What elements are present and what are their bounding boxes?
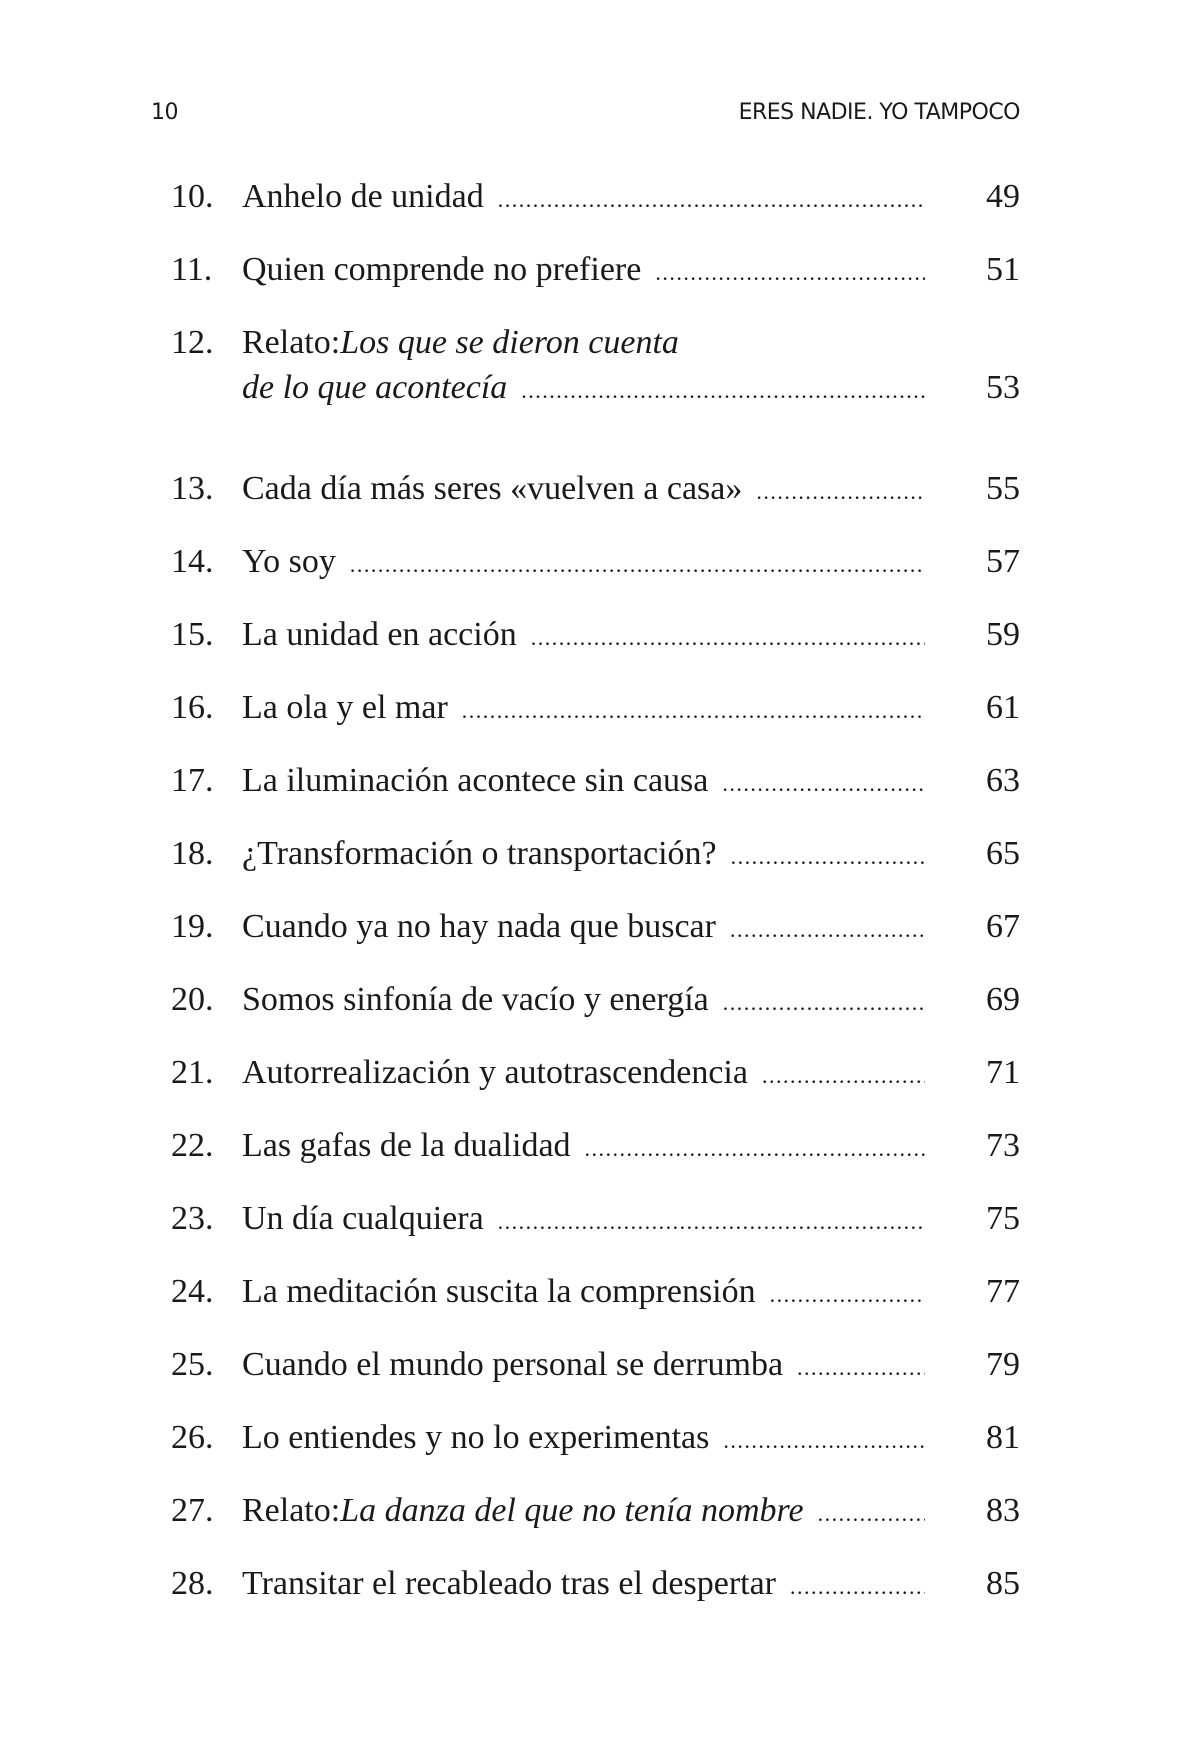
entry-number: 14.: [171, 543, 214, 580]
toc-entry: [0, 1127, 1200, 1200]
entry-title: La meditación suscita la comprensión: [242, 1273, 756, 1310]
entry-number: 16.: [171, 689, 214, 726]
entry-title-italic: Los que se dieron cuenta: [340, 324, 679, 361]
entry-page: 69: [986, 981, 1020, 1018]
dot-leader: [350, 552, 925, 578]
entry-page: 79: [986, 1346, 1020, 1383]
dot-leader: [818, 1501, 925, 1527]
dot-leader: [498, 187, 925, 213]
entry-page: 67: [986, 908, 1020, 945]
entry-title: Autorrealización y autotrascendencia: [242, 1054, 748, 1091]
toc-entry: [0, 981, 1200, 1054]
entry-page: 49: [986, 178, 1020, 215]
toc-entry: [0, 689, 1200, 762]
entry-number: 15.: [171, 616, 214, 653]
entry-page: 51: [986, 251, 1020, 288]
dot-leader: [723, 990, 925, 1016]
entry-page: 63: [986, 762, 1020, 799]
entry-number: 10.: [171, 178, 214, 215]
dot-leader: [521, 378, 925, 404]
entry-page: 55: [986, 470, 1020, 507]
dot-leader: [762, 1063, 925, 1089]
entry-page: 65: [986, 835, 1020, 872]
dot-leader: [756, 479, 925, 505]
entry-page: 85: [986, 1565, 1020, 1602]
toc-entry: [0, 1492, 1200, 1565]
dot-leader: [655, 260, 925, 286]
toc-entry: [0, 616, 1200, 689]
entry-number: 28.: [171, 1565, 214, 1602]
table-of-contents: [0, 178, 1200, 1638]
entry-title: Quien comprende no prefiere: [242, 251, 642, 288]
entry-title: Somos sinfonía de vacío y energía: [242, 981, 709, 1018]
entry-page: 61: [986, 689, 1020, 726]
toc-entry: [0, 1419, 1200, 1492]
entry-title: Un día cualquiera: [242, 1200, 484, 1237]
toc-entry: [0, 470, 1200, 543]
entry-page: 83: [986, 1492, 1020, 1529]
running-title: ERES NADIE. YO TAMPOCO: [738, 100, 1020, 125]
entry-number: 21.: [171, 1054, 214, 1091]
toc-entry: [0, 324, 1200, 470]
entry-number: 25.: [171, 1346, 214, 1383]
dot-leader: [462, 698, 925, 724]
toc-entry: [0, 1346, 1200, 1419]
toc-entry: [0, 543, 1200, 616]
entry-title: Cuando el mundo personal se derrumba: [242, 1346, 784, 1383]
page-number: 10: [151, 100, 178, 125]
toc-entry: [0, 762, 1200, 835]
dot-leader: [790, 1574, 925, 1600]
entry-title: La unidad en acción: [242, 616, 517, 653]
entry-number: 24.: [171, 1273, 214, 1310]
dot-leader: [498, 1209, 925, 1235]
entry-title: Lo entiendes y no lo experimentas: [242, 1419, 710, 1456]
dot-leader: [531, 625, 925, 651]
dot-leader: [797, 1355, 925, 1381]
entry-title: Relato:: [242, 1492, 341, 1529]
dot-leader: [723, 1428, 925, 1454]
entry-page: 75: [986, 1200, 1020, 1237]
entry-number: 27.: [171, 1492, 214, 1529]
entry-number: 20.: [171, 981, 214, 1018]
entry-title: Anhelo de unidad: [242, 178, 484, 215]
dot-leader: [585, 1136, 925, 1162]
entry-title: Relato:: [242, 324, 341, 361]
toc-entry: [0, 1054, 1200, 1127]
entry-title-italic: La danza del que no tenía nombre: [340, 1492, 804, 1529]
toc-entry: [0, 1273, 1200, 1346]
entry-number: 18.: [171, 835, 214, 872]
entry-page: 57: [986, 543, 1020, 580]
entry-title: Transitar el recableado tras el despertar: [242, 1565, 777, 1602]
entry-title: ¿Transformación o transportación?: [242, 835, 717, 872]
entry-page: 77: [986, 1273, 1020, 1310]
toc-entry: [0, 251, 1200, 324]
entry-number: 19.: [171, 908, 214, 945]
toc-entry: [0, 1565, 1200, 1638]
entry-number: 17.: [171, 762, 214, 799]
entry-number: 11.: [171, 251, 213, 288]
entry-title: Las gafas de la dualidad: [242, 1127, 571, 1164]
entry-title: La iluminación acontece sin causa: [242, 762, 709, 799]
entry-title: La ola y el mar: [242, 689, 448, 726]
entry-page: 53: [986, 369, 1020, 406]
entry-page: 59: [986, 616, 1020, 653]
entry-page: 81: [986, 1419, 1020, 1456]
entry-number: 22.: [171, 1127, 214, 1164]
toc-entry: [0, 908, 1200, 981]
entry-number: 13.: [171, 470, 214, 507]
entry-title: Cada día más seres «vuelven a casa»: [242, 470, 743, 507]
entry-title-italic-line2: de lo que acontecía: [242, 369, 508, 406]
entry-number: 12.: [171, 324, 214, 361]
entry-page: 73: [986, 1127, 1020, 1164]
dot-leader: [770, 1282, 925, 1308]
toc-entry: [0, 835, 1200, 908]
dot-leader: [730, 917, 925, 943]
dot-leader: [731, 844, 925, 870]
entry-title: Cuando ya no hay nada que buscar: [242, 908, 716, 945]
entry-page: 71: [986, 1054, 1020, 1091]
entry-title: Yo soy: [242, 543, 336, 580]
entry-number: 23.: [171, 1200, 214, 1237]
dot-leader: [722, 771, 925, 797]
toc-entry: [0, 178, 1200, 251]
toc-entry: [0, 1200, 1200, 1273]
entry-number: 26.: [171, 1419, 214, 1456]
